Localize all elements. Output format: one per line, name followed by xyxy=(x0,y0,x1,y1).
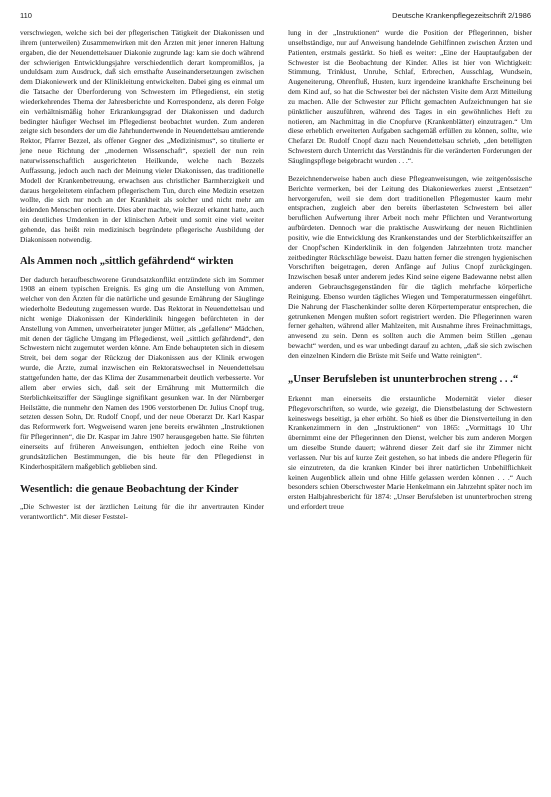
section-heading: Wesentlich: die genaue Beobachtung der Kinder xyxy=(20,484,239,496)
section-heading: „Unser Berufsleben ist ununterbrochen streng . . .“ xyxy=(288,373,519,385)
journal-title: Deutsche Krankenpflegezeitschrift 2/1986 xyxy=(392,11,531,20)
right-column xyxy=(288,28,532,512)
paragraph: Bezeichnenderweise haben auch diese Pflegeanweisungen, wie zeitgenössische Berichte vermerken, bei der Leitung des Diakoniewerkes zuerst „Entsetzen“ hervorgerufen, weil sie dem dort traditionellen Pflegemuster kaum mehr entsprachen, zugleich aber den bereits überlasteten Schwestern bei aller beruflichen Aufwertung ihrer Arbeit noch mehr Pflichten und Verantwortung aufbürdeten. Dennoch war die praktische Auswirkung der neuen Richtlinien positiv, wie die Entwicklung des Krankenstandes und der Sterblichkeitsziffer an der Cnopf'schen Kinderklinik in den folgenden Jahrzehnten trotz mancher zeitbedingter Rückschläge beweist. Dazu hatten ferner die strengen hygienischen Vorschriften beigetragen, deren Anfänge auf Julius Cnopf zurückgingen. Inzwischen besaß unter anderem jedes Kind seine eigene Badewanne nebst allen anderen Gebrauchsgegenständen für die täglich mehrfache körperliche Reinigung. Ebenso wurden tägliches Wiegen und Temperaturmessen eingeführt. Die Nahrung der Flaschenkinder sollte deren Körpertemperatur entsprechen, die getrunkenen Mengen mußten sofort registriert werden. Die Pflegerinnen waren ferner gehalten, während aller Mahlzeiten, mit Ausnahme ihres Freinachmittags, anwesend zu sein. Denn es sollten auch die Ammen beim Stillen „genau bewacht“ werden, und es war unbedingt darauf zu achten, „daß sie sich zwischen den einzelnen Kindern die Brüste mit Seife und Watte reinigten“. xyxy=(288,173,532,360)
paragraph: „Die Schwester ist der ärztlichen Leitung für die ihr anvertrauten Kinder verantwortlich“. Mit dieser Feststel- xyxy=(20,502,264,522)
left-column xyxy=(20,28,264,522)
paragraph: lung in der „Instruktionen“ wurde die Position der Pflegerinnen, bisher unselbständige, nur auf Anweisung handelnde Gehilfinnen zwischen Ärzten und Patienten, erstmals gestärkt. So hieß es weiter: „Eine der Hauptaufgaben der Schwester ist die Beobachtung der Kinder. Alles ist hier von Wichtigkeit: Stimmung, Trinklust, Unruhe, Schlaf, Erbrechen, Ausschlag, Wundsein, Augeneiterung, Ohrenfluß, Husten, kurz irgendeine krankhafte Erscheinung bei dem Kind auf, so hat die Schwester bei der nächsten Visite dem Arzt Mitteilung zu machen. Alle der Schwester zur Pflicht gemachten Aufzeichnungen hat sie pünktlicher auszuführen, während des Tages in ein gewöhnliches Heft zu notieren, am Nachmittag in die Cnopfurve (Krankenblätter) einzutragen.“ Um diese erheblich erweiterten Aufgaben sachgemäß erfüllen zu können, sollte, wie Chefarzt Dr. Rudolf Cnopf dazu nach Neuendettelsau schrieb, „den betelligten Schwestern durch Unterricht das Verständnis für die veränderten Forderungen der Säuglingspflege beigebracht wurden . . .“. xyxy=(288,28,532,165)
paragraph: Der dadurch heraufbeschworene Grundsatzkonflikt entzündete sich im Sommer 1908 an einem typischen Ereignis. Es ging um die Anstellung von Ammen, welcher von den Ärzten für die natürliche und gesunde Ernährung der Säuglinge wiederholte Bedeutung zugemessen wurde. Das Rektorat in Neuendettelsau und nicht wenige Diakonissen der Kinderklinik hingegen befürchteten in der Anstellung von Ammen, unverheirateter junger Mütter, als „gefallene“ Mädchen, mit denen der tägliche Umgang im Pflegedienst, weil „sittlich gefährdend“, den Schwestern nicht zugemutet werden könne. Am Ende behaupteten sich in diesem Streit, bei dem sogar der Rückzug der Diakonissen aus der Klinik erwogen wurde, die Ärzte, zumal inzwischen ein Rektoratswechsel in Neuendettelsau stattgefunden hatte, der das Klima der Zusammenarbeit deutlich verbesserte. Vor allem aber erwies sich, daß seit der Ernährung mit Muttermilch die Sterblichkeitsziffer der Säuglinge signifikant gesunken war. In der Nürnberger Heilstätte, die nunmehr den Namen des 1906 verstorbenen Dr. Julius Cnopf trug, setzten dessen Sohn, Dr. Rudolf Cnopf, und der neue Oberarzt Dr. Karl Kaspar das Reformwerk fort. Wegweisend waren jene bereits erwähnten „Instruktionen für Pflegerinnen“, die Dr. Kaspar im Jahre 1907 herausgegeben hatte. Sie führten einerseits auf früheren Anweisungen, enthielten jedoch eine Reihe von grundsätzlichen Bestimmungen, die bis heute für den Pflegedienst in Kinderhospitälern maßgeblich geblieben sind. xyxy=(20,274,264,471)
paragraph: verschwiegen, welche sich bei der pflegerischen Tätigkeit der Diakonissen und ihrem (unterweilen) Zusammenwirken mit den Ärzten mit jener inneren Haltung ergaben, die der Neuendettelsauer Diakonie zugrunde lag: kam sie doch während der schwierigen Entwicklungsjahre verschiedentlich derart kompromißlos, ja unduldsam zum Ausdruck, daß sich ernsthafte Auseinandersetzungen zwischen dem Diakoniewerk und der Klinikleitung entwickelten. Dabei ging es einmal um die Tatsache der Überforderung von Schwestern im Pflegedienst, ein stetig wiederkehrendes Thema der Jahresberichte und Korrespondenz, als deren Folge ein verhältnismäßig hoher Erkrankungsgrad der Diakonissen und dadurch bedingter häufiger Wechsel im Pflegedienst beobachtet wurden. Zum anderen zeigte sich besonders der um die Jahrhundertwende in Neuendettelsau amtierende Rektor, Pfarrer Bezzel, als offener Gegner des „Medizinismus“, so titulierte er jene neue Richtung der „modernen Wissenschaft“, speziell der nun rein naturwissenschaftlich ausgerichteten Heilkunde, welche nach Bezzels Auffassung, jedoch auch nach der Meinung vieler Diakonissen, das traditionelle Modell der Krankenbetreuung, erwachsen aus christlicher Barmherzigkeit und daraus hergeleitetem einfachem pflegerischem Tun, durch eine Medizin ersetzen wollte, die sich nur noch an der Krankheit als solcher und nicht mehr am leidenden Menschen orientierte. Dies aber machte, wie Bezzel erkannt hatte, auch ein deutliches Umdenken in der klinischen Arbeit und somit eine viel weiter gehende, das heißt rein medizinisch begründete pflegerische Ausbildung der Diakonissen notwendig. xyxy=(20,28,264,244)
paragraph: Erkennt man einerseits die erstaunliche Modernität vieler dieser Pflegevorschriften, so wurde, wie gezeigt, die Dienstbelastung der Schwestern keineswegs beseitigt, ja eher erhöht. So hieß es über die Dienstverteilung in den Krankenzimmern in den „Instruktionen“ von 1865: „Vormittags 10 Uhr übernimmt eine der Pflegerinnen den Dienst, welcher bis zum anderen Morgen um dieselbe Stunde dauert; während dieser Zeit darf sie ihr Zimmer nicht verlassen. Nur bis auf kurze Zeit gestehen, so hat inbeds die andere Pflegerin für sie einzutreten, da die kranken Kinder bei ihrer natürlichen Unbehilflichkeit keinen Augenblick allein und ohne Hilfe gelassen werden können . . .“ Auch besonders schien Oberschwester Marie Henkelmann ein Jahrzehnt später noch im ersten Halbjahresbericht für 1874: „Unser Berufsleben ist ununterbrochen streng und erfordert treue xyxy=(288,393,532,512)
page-header xyxy=(20,11,531,25)
section-heading: Als Ammen noch „sittlich gefährdend“ wirkten xyxy=(20,255,234,267)
page-number: 110 xyxy=(20,11,32,20)
